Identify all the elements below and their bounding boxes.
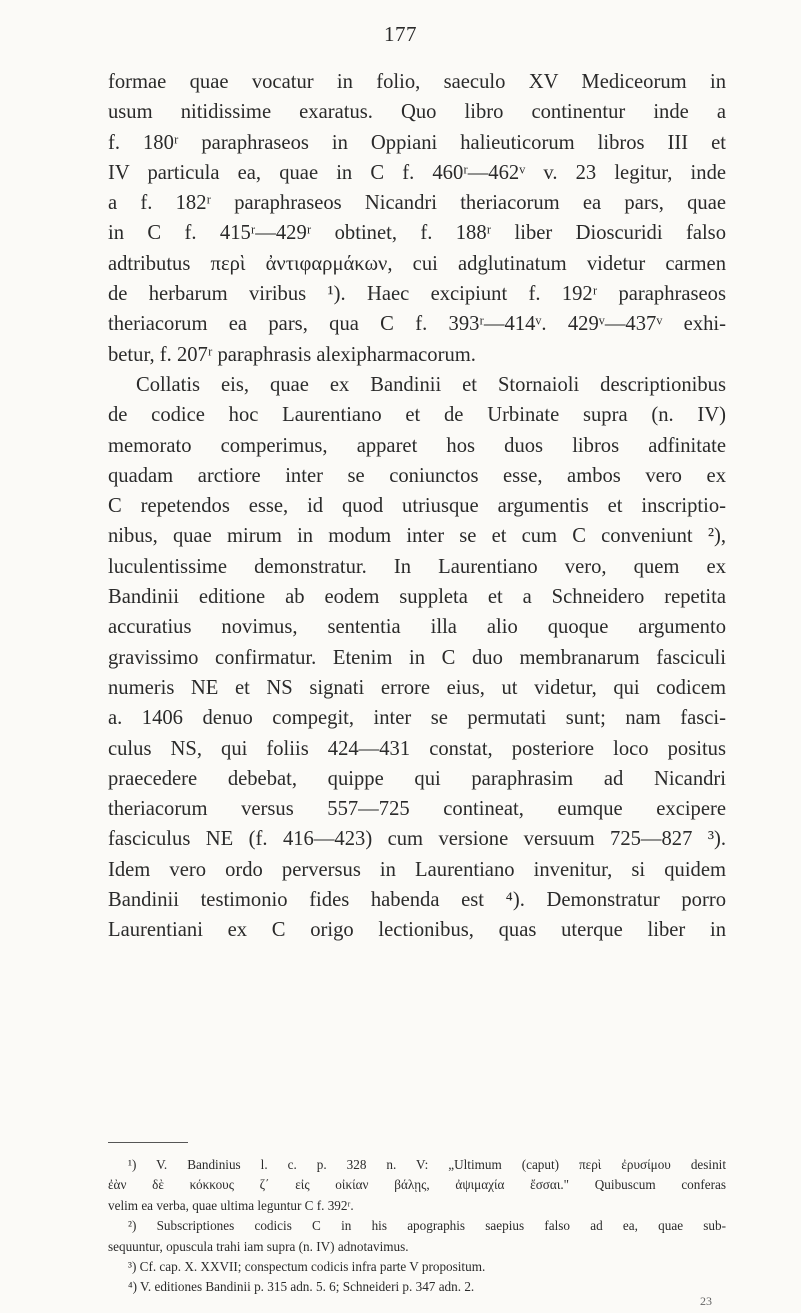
footnote-line: ¹) V. Bandinius l. c. p. 328 n. V: „Ultimum (caput) περὶ ἐρυσίμου desinit [128,1157,726,1172]
body-line: quadam arctiore inter se coniunctos esse, ambos vero ex [108,464,726,487]
body-line: de codice hoc Laurentiano et de Urbinate supra (n. IV) [108,404,726,427]
body-line: praecedere debebat, quippe qui paraphrasim ad Nicandri [108,767,726,790]
body-line: theriacorum ea pars, qua C f. 393ʳ—414ᵛ. 429ᵛ—437ᵛ exhi- [108,313,726,336]
body-line: adtributus περὶ ἀντιφαρμάκων, cui adglutinatum videtur carmen [108,252,726,275]
body-line: Bandinii editione ab eodem suppleta et a Schneidero repetita [108,586,726,609]
body-line: theriacorum versus 557—725 contineat, eumque excipere [108,798,726,821]
body-line: C repetendos esse, id quod utriusque argumentis et inscriptio- [108,495,726,518]
body-line: Laurentiani ex C origo lectionibus, quas uterque liber in [108,919,726,942]
body-line: Collatis eis, quae ex Bandinii et Stornaioli descriptionibus [136,373,726,396]
body-line: nibus, quae mirum in modum inter se et cum C conveniunt ²), [108,525,726,548]
body-line: in C f. 415ʳ—429ʳ obtinet, f. 188ʳ liber Dioscuridi falso [108,222,726,245]
body-line: betur, f. 207ʳ paraphrasis alexipharmacorum. [108,343,476,366]
footnote-line: ⁴) V. editiones Bandinii p. 315 adn. 5. 6; Schneideri p. 347 adn. 2. [128,1279,475,1295]
body-line: Idem vero ordo perversus in Laurentiano invenitur, si quidem [108,858,726,881]
body-line: de herbarum viribus ¹). Haec excipiunt f. 192ʳ paraphraseos [108,283,726,306]
body-line: culus NS, qui foliis 424—431 constat, posteriore loco positus [108,737,726,760]
body-line: IV particula ea, quae in C f. 460ʳ—462ᵛ v. 23 legitur, inde [108,161,726,184]
body-line: gravissimo confirmatur. Etenim in C duo membranarum fasciculi [108,646,726,669]
footnotes [108,1155,726,1298]
body-line: luculentissime demonstratur. In Laurentiano vero, quem ex [108,555,726,578]
footnote-line: sequuntur, opuscula trahi iam supra (n. IV) adnotavimus. [108,1238,409,1254]
body-line: f. 180ʳ paraphraseos in Oppiani halieuticorum libros III et [108,131,726,154]
main-text [108,67,726,946]
footnote-line: ἐὰν δὲ κόκκους ζ΄ εἰς οἰκίαν βάλῃς, ἀψιμαχία ἔσσαι." Quibuscum conferas [108,1177,726,1193]
footnote-line: velim ea verba, quae ultima leguntur C f. 392ʳ. [108,1197,354,1213]
body-line: accuratius novimus, sententia illa alio quoque argumento [108,616,726,639]
body-line: a f. 182ʳ paraphraseos Nicandri theriacorum ea pars, quae [108,192,726,215]
body-line: Bandinii testimonio fides habenda est ⁴). Demonstratur porro [108,889,726,912]
body-line: fasciculus NE (f. 416—423) cum versione versuum 725—827 ³). [108,828,726,851]
footnote-line: ²) Subscriptiones codicis C in his apographis saepius falso ad ea, quae sub- [128,1218,726,1234]
body-line: memorato comperimus, apparet hos duos libros adfinitate [108,434,726,457]
footnote-separator [108,1142,188,1143]
body-line: formae quae vocatur in folio, saeculo XV Mediceorum in [108,71,726,93]
body-line: a. 1406 denuo compegit, inter se permutati sunt; nam fasci- [108,707,726,730]
body-line: numeris NE et NS signati errore eius, ut videtur, qui codicem [108,676,726,699]
page-number: 177 [384,22,417,46]
body-line: usum nitidissime exaratus. Quo libro continentur inde a [108,101,726,124]
footnote-line: ³) Cf. cap. X. XXVII; conspectum codicis infra parte V propositum. [128,1258,486,1274]
signature-mark: 23 [700,1294,712,1308]
